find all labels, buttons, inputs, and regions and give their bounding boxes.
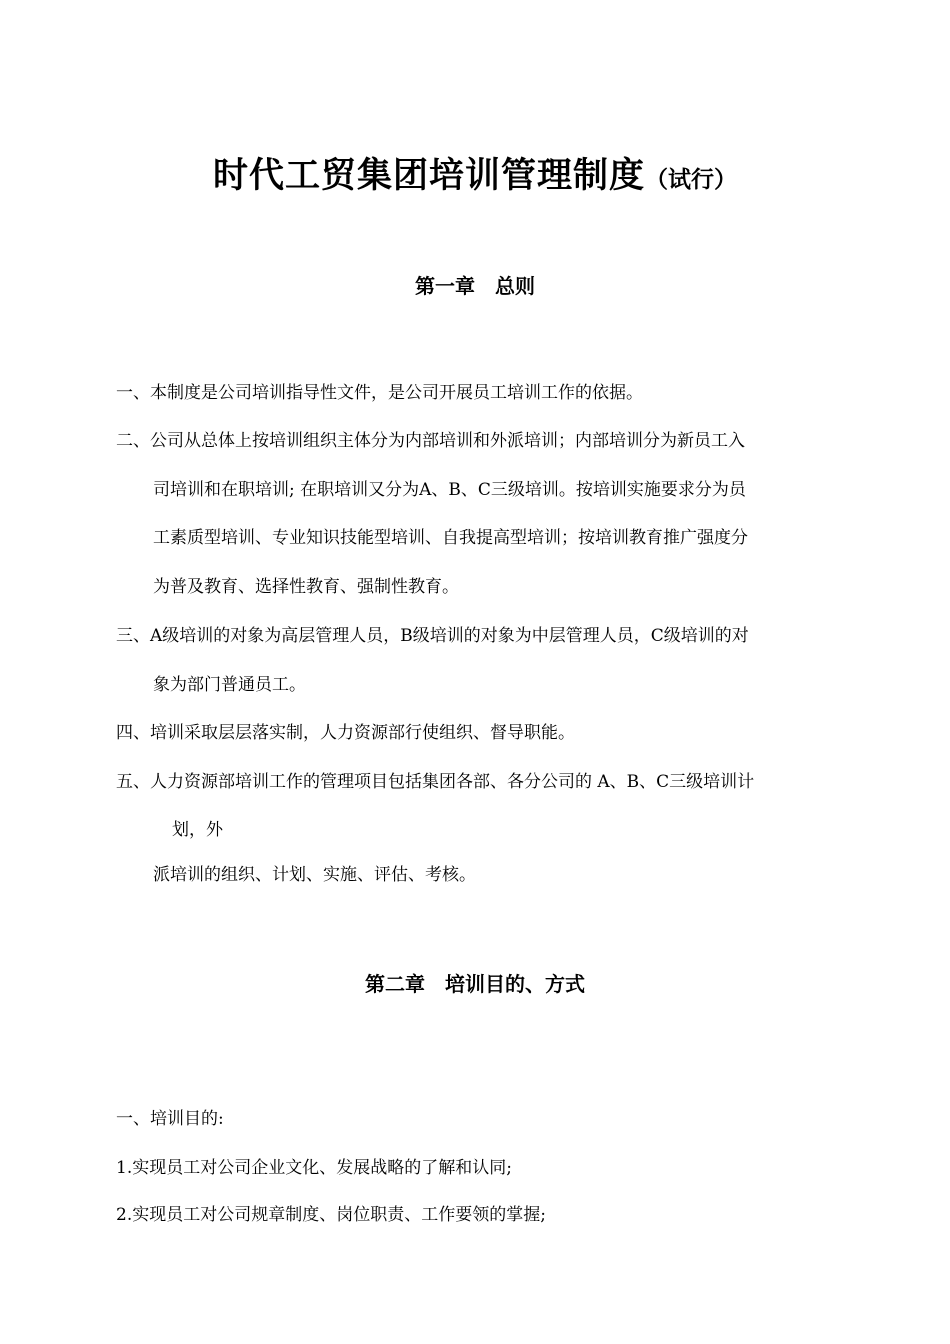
document-title <box>0 148 950 198</box>
ch1-item-2-cont-3: 为普及教育、选择性教育、强制性教育。 <box>153 577 459 597</box>
ch2-subitem-1: 1.实现员工对公司企业文化、发展战略的了解和认同; <box>116 1158 512 1178</box>
ch1-item-1: 一、本制度是公司培训指导性文件，是公司开展员工培训工作的依据。 <box>116 383 643 403</box>
ch1-item-5-cont-1: 划，外 <box>172 820 223 840</box>
ch1-item-2-cont-1: 司培训和在职培训; 在职培训又分为A、B、C三级培训。按培训实施要求分为员 <box>153 480 746 500</box>
ch1-item-2: 二、公司从总体上按培训组织主体分为内部培训和外派培训；内部培训分为新员工入 <box>116 431 745 451</box>
ch1-item-3-cont: 象为部门普通员工。 <box>153 675 306 695</box>
title-main: 时代工贸集团培训管理制度 <box>212 156 645 196</box>
ch1-item-3: 三、A级培训的对象为高层管理人员，B级培训的对象为中层管理人员，C级培训的对 <box>116 626 749 646</box>
chapter-1-heading: 第一章 总则 <box>415 274 535 298</box>
ch1-item-2-cont-2: 工素质型培训、专业知识技能型培训、自我提高型培训；按培训教育推广强度分 <box>153 528 748 548</box>
chapter-2-heading: 第二章 培训目的、方式 <box>365 972 585 996</box>
ch1-item-5-cont-2: 派培训的组织、计划、实施、评估、考核。 <box>153 865 476 885</box>
ch2-item-1: 一、培训目的: <box>116 1109 224 1129</box>
ch2-subitem-2: 2.实现员工对公司规章制度、岗位职责、工作要领的掌握; <box>116 1205 546 1225</box>
ch1-item-5: 五、人力资源部培训工作的管理项目包括集团各部、各分公司的 A、B、C三级培训计 <box>116 772 755 792</box>
title-suffix: （试行） <box>645 167 737 193</box>
ch1-item-4: 四、培训采取层层落实制，人力资源部行使组织、督导职能。 <box>116 723 575 743</box>
